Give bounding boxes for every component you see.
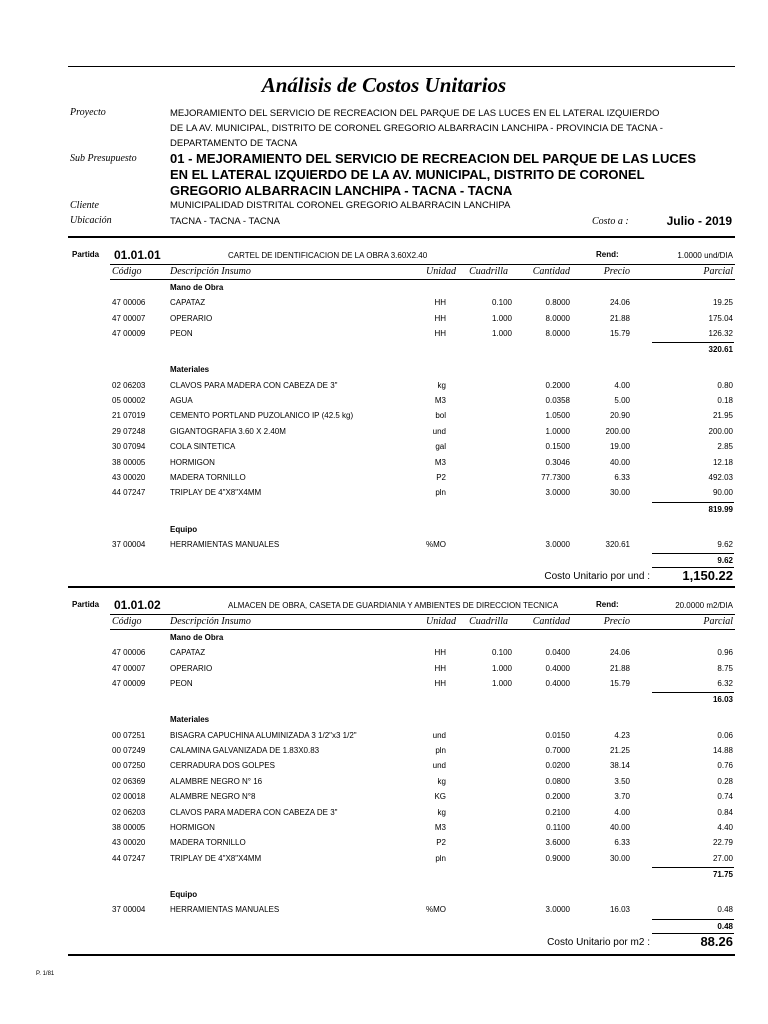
codigo-cell: 47 00006 xyxy=(112,648,146,658)
table-row xyxy=(0,823,768,838)
parcial-cell: 0.76 xyxy=(717,761,733,771)
unidad-cell: pln xyxy=(435,746,446,756)
group-subtotal: 819.99 xyxy=(708,504,733,514)
parcial-cell: 9.62 xyxy=(717,539,733,549)
parcial-cell: 8.75 xyxy=(717,663,733,673)
cuadrilla-cell: 1.000 xyxy=(491,313,512,323)
table-row xyxy=(0,777,768,792)
partida-description: ALMACEN DE OBRA, CASETA DE GUARDIANIA Y AMBIENTES DE DIRECCION TECNICA xyxy=(228,601,559,610)
unidad-cell: pln xyxy=(435,853,446,863)
cantidad-cell: 8.0000 xyxy=(545,329,570,339)
descripcion-cell: CAPATAZ xyxy=(170,648,206,658)
parcial-cell: 21.95 xyxy=(712,411,733,421)
table-row xyxy=(0,396,768,411)
descripcion-cell: HERRAMIENTAS MANUALES xyxy=(170,905,280,915)
descripcion-cell: TRIPLAY DE 4"X8"X4MM xyxy=(170,488,262,498)
parcial-cell: 14.88 xyxy=(712,746,733,756)
unidad-cell: kg xyxy=(437,380,446,390)
group-title: Mano de Obra xyxy=(170,283,224,292)
table-row xyxy=(0,761,768,776)
descripcion-cell: MADERA TORNILLO xyxy=(170,838,246,848)
cantidad-cell: 3.0000 xyxy=(545,905,570,915)
descripcion-cell: CAPATAZ xyxy=(170,298,206,308)
proyecto-line-1: MEJORAMIENTO DEL SERVICIO DE RECREACION DEL PARQUE DE LAS LUCES EN EL LATERAL IZQUIERDO xyxy=(170,108,660,119)
subtotal-rule xyxy=(652,867,734,868)
codigo-cell: 37 00004 xyxy=(112,905,146,915)
descripcion-cell: ALAMBRE NEGRO N° 16 xyxy=(170,776,263,786)
col-parcial: Parcial xyxy=(703,266,733,277)
parcial-cell: 27.00 xyxy=(712,853,733,863)
cantidad-cell: 0.0800 xyxy=(545,776,570,786)
descripcion-cell: CEMENTO PORTLAND PUZOLANICO IP (42.5 kg) xyxy=(170,411,354,421)
cantidad-cell: 77.7300 xyxy=(541,472,570,482)
codigo-cell: 29 07248 xyxy=(112,426,146,436)
unidad-cell: M3 xyxy=(434,822,446,832)
col-codigo: Código xyxy=(112,266,142,277)
precio-cell: 40.00 xyxy=(609,822,630,832)
partida-label: Partida xyxy=(72,250,100,259)
parcial-cell: 0.18 xyxy=(717,396,733,406)
precio-cell: 4.00 xyxy=(614,380,630,390)
partida-top-rule xyxy=(68,586,735,588)
unidad-cell: bol xyxy=(435,411,446,421)
unidad-cell: P2 xyxy=(436,838,446,848)
descripcion-cell: PEON xyxy=(170,679,193,689)
table-row xyxy=(0,731,768,746)
col-cantidad: Cantidad xyxy=(532,266,570,277)
cliente-label: Cliente xyxy=(70,200,99,211)
precio-cell: 6.33 xyxy=(614,838,630,848)
codigo-cell: 43 00020 xyxy=(112,472,146,482)
precio-cell: 4.23 xyxy=(614,730,630,740)
subtotal-rule xyxy=(652,502,734,503)
parcial-cell: 2.85 xyxy=(717,442,733,452)
column-header-rule-top xyxy=(110,614,735,615)
cantidad-cell: 3.0000 xyxy=(545,539,570,549)
group-subtotal: 0.48 xyxy=(717,921,733,931)
unidad-cell: KG xyxy=(434,792,446,802)
table-row xyxy=(0,427,768,442)
unidad-cell: HH xyxy=(434,298,446,308)
precio-cell: 200.00 xyxy=(605,426,630,436)
total-value: 1,150.22 xyxy=(682,568,733,584)
descripcion-cell: AGUA xyxy=(170,396,193,406)
codigo-cell: 02 06203 xyxy=(112,380,146,390)
precio-cell: 16.03 xyxy=(609,905,630,915)
codigo-cell: 05 00002 xyxy=(112,396,146,406)
precio-cell: 40.00 xyxy=(609,457,630,467)
ubicacion-value: TACNA - TACNA - TACNA xyxy=(170,216,280,227)
descripcion-cell: HERRAMIENTAS MANUALES xyxy=(170,539,280,549)
codigo-cell: 30 07094 xyxy=(112,442,146,452)
cuadrilla-cell: 0.100 xyxy=(491,648,512,658)
precio-cell: 24.06 xyxy=(609,298,630,308)
column-header-rule-bottom xyxy=(110,629,735,630)
precio-cell: 6.33 xyxy=(614,472,630,482)
subtotal-rule xyxy=(652,342,734,343)
total-label: Costo Unitario por m2 : xyxy=(547,936,650,948)
cantidad-cell: 1.0500 xyxy=(545,411,570,421)
cantidad-cell: 3.6000 xyxy=(545,838,570,848)
table-row xyxy=(0,458,768,473)
table-row xyxy=(0,664,768,679)
codigo-cell: 02 00018 xyxy=(112,792,146,802)
precio-cell: 38.14 xyxy=(609,761,630,771)
codigo-cell: 21 07019 xyxy=(112,411,146,421)
rend-value: 1.0000 und/DIA xyxy=(677,251,733,260)
unidad-cell: gal xyxy=(435,442,446,452)
partida-top-rule xyxy=(68,236,735,238)
descripcion-cell: HORMIGON xyxy=(170,457,215,467)
cantidad-cell: 3.0000 xyxy=(545,488,570,498)
group-subtotal: 320.61 xyxy=(708,345,733,355)
unidad-cell: kg xyxy=(437,807,446,817)
cuadrilla-cell: 0.100 xyxy=(491,298,512,308)
codigo-cell: 37 00004 xyxy=(112,539,146,549)
descripcion-cell: CALAMINA GALVANIZADA DE 1.83X0.83 xyxy=(170,746,320,756)
rend-label: Rend: xyxy=(596,250,619,259)
precio-cell: 3.50 xyxy=(614,776,630,786)
group-subtotal: 71.75 xyxy=(712,869,733,879)
cantidad-cell: 0.7000 xyxy=(545,746,570,756)
partida-description: CARTEL DE IDENTIFICACION DE LA OBRA 3.60X2.40 xyxy=(228,251,428,260)
subpresupuesto-line-2: EN EL LATERAL IZQUIERDO DE LA AV. MUNICIPAL, DISTRITO DE CORONEL xyxy=(170,167,645,182)
page-number: P. 1/81 xyxy=(36,971,55,977)
precio-cell: 3.70 xyxy=(614,792,630,802)
precio-cell: 5.00 xyxy=(614,396,630,406)
table-row xyxy=(0,298,768,313)
costo-fecha: Julio - 2019 xyxy=(666,214,732,228)
table-row xyxy=(0,442,768,457)
unidad-cell: und xyxy=(432,730,446,740)
parcial-cell: 0.28 xyxy=(717,776,733,786)
top-rule xyxy=(68,66,735,67)
col-unidad: Unidad xyxy=(426,266,456,277)
table-row xyxy=(0,473,768,488)
cantidad-cell: 0.0200 xyxy=(545,761,570,771)
parcial-cell: 0.74 xyxy=(717,792,733,802)
descripcion-cell: COLA SINTETICA xyxy=(170,442,236,452)
codigo-cell: 47 00007 xyxy=(112,663,146,673)
subpresupuesto-line-1: 01 - MEJORAMIENTO DEL SERVICIO DE RECREACION DEL PARQUE DE LAS LUCES xyxy=(170,151,697,166)
unidad-cell: HH xyxy=(434,663,446,673)
unidad-cell: und xyxy=(432,426,446,436)
total-value: 88.26 xyxy=(700,933,733,949)
cantidad-cell: 8.0000 xyxy=(545,313,570,323)
cliente-value: MUNICIPALIDAD DISTRITAL CORONEL GREGORIO ALBARRACIN LANCHIPA xyxy=(170,200,511,211)
descripcion-cell: ALAMBRE NEGRO N°8 xyxy=(170,792,256,802)
unidad-cell: HH xyxy=(434,329,446,339)
parcial-cell: 0.80 xyxy=(717,380,733,390)
parcial-cell: 19.25 xyxy=(712,298,733,308)
descripcion-cell: CERRADURA DOS GOLPES xyxy=(170,761,275,771)
cantidad-cell: 0.2100 xyxy=(545,807,570,817)
codigo-cell: 44 07247 xyxy=(112,853,146,863)
table-row xyxy=(0,411,768,426)
table-row xyxy=(0,838,768,853)
table-row xyxy=(0,381,768,396)
precio-cell: 21.25 xyxy=(609,746,630,756)
codigo-cell: 00 07249 xyxy=(112,746,146,756)
codigo-cell: 47 00009 xyxy=(112,679,146,689)
codigo-cell: 00 07250 xyxy=(112,761,146,771)
cuadrilla-cell: 1.000 xyxy=(491,329,512,339)
table-row xyxy=(0,648,768,663)
col-cuadrilla: Cuadrilla xyxy=(469,266,508,277)
total-label: Costo Unitario por und : xyxy=(544,571,650,583)
cantidad-cell: 0.2000 xyxy=(545,792,570,802)
parcial-cell: 126.32 xyxy=(708,329,733,339)
rend-value: 20.0000 m2/DIA xyxy=(675,601,733,610)
parcial-cell: 200.00 xyxy=(708,426,733,436)
col-codigo: Código xyxy=(112,616,142,627)
descripcion-cell: GIGANTOGRAFIA 3.60 X 2.40M xyxy=(170,426,286,436)
col-cantidad: Cantidad xyxy=(532,616,570,627)
group-title: Equipo xyxy=(170,524,198,534)
group-subtotal: 9.62 xyxy=(717,556,733,566)
parcial-cell: 4.40 xyxy=(717,822,733,832)
descripcion-cell: HORMIGON xyxy=(170,822,215,832)
codigo-cell: 38 00005 xyxy=(112,822,146,832)
unidad-cell: HH xyxy=(434,679,446,689)
unidad-cell: und xyxy=(432,761,446,771)
unidad-cell: %MO xyxy=(426,539,446,549)
cantidad-cell: 0.2000 xyxy=(545,380,570,390)
codigo-cell: 47 00009 xyxy=(112,329,146,339)
parcial-cell: 22.79 xyxy=(712,838,733,848)
codigo-cell: 47 00006 xyxy=(112,298,146,308)
codigo-cell: 02 06203 xyxy=(112,807,146,817)
descripcion-cell: TRIPLAY DE 4"X8"X4MM xyxy=(170,853,262,863)
subtotal-rule xyxy=(652,692,734,693)
parcial-cell: 0.96 xyxy=(717,648,733,658)
codigo-cell: 44 07247 xyxy=(112,488,146,498)
precio-cell: 30.00 xyxy=(609,488,630,498)
table-row xyxy=(0,808,768,823)
parcial-cell: 0.06 xyxy=(717,730,733,740)
subtotal-rule xyxy=(652,919,734,920)
cantidad-cell: 1.0000 xyxy=(545,426,570,436)
group-title: Materiales xyxy=(170,365,210,375)
col-parcial: Parcial xyxy=(703,616,733,627)
group-title: Equipo xyxy=(170,889,198,899)
precio-cell: 15.79 xyxy=(609,329,630,339)
precio-cell: 15.79 xyxy=(609,679,630,689)
precio-cell: 20.90 xyxy=(609,411,630,421)
parcial-cell: 0.84 xyxy=(717,807,733,817)
column-header-rule-bottom xyxy=(110,279,735,280)
descripcion-cell: OPERARIO xyxy=(170,663,213,673)
cantidad-cell: 0.0400 xyxy=(545,648,570,658)
parcial-cell: 492.03 xyxy=(708,472,733,482)
col-precio: Precio xyxy=(603,266,630,277)
col-cuadrilla: Cuadrilla xyxy=(469,616,508,627)
precio-cell: 320.61 xyxy=(605,539,630,549)
table-row xyxy=(0,792,768,807)
bottom-rule xyxy=(68,954,735,956)
table-row xyxy=(0,746,768,761)
codigo-cell: 00 07251 xyxy=(112,730,146,740)
page-title: Análisis de Costos Unitarios xyxy=(261,73,507,97)
descripcion-cell: PEON xyxy=(170,329,193,339)
unidad-cell: pln xyxy=(435,488,446,498)
cuadrilla-cell: 1.000 xyxy=(491,663,512,673)
unidad-cell: P2 xyxy=(436,472,446,482)
subpresupuesto-line-3: GREGORIO ALBARRACIN LANCHIPA - TACNA - TACNA xyxy=(170,183,513,198)
descripcion-cell: MADERA TORNILLO xyxy=(170,472,246,482)
cantidad-cell: 0.4000 xyxy=(545,679,570,689)
col-descripcion: Descripción Insumo xyxy=(170,266,251,277)
parcial-cell: 6.32 xyxy=(717,679,733,689)
precio-cell: 24.06 xyxy=(609,648,630,658)
parcial-cell: 12.18 xyxy=(712,457,733,467)
cantidad-cell: 0.9000 xyxy=(545,853,570,863)
cantidad-cell: 0.8000 xyxy=(545,298,570,308)
unidad-cell: kg xyxy=(437,776,446,786)
group-title: Materiales xyxy=(170,715,210,725)
codigo-cell: 43 00020 xyxy=(112,838,146,848)
cuadrilla-cell: 1.000 xyxy=(491,679,512,689)
subtotal-rule xyxy=(652,553,734,554)
precio-cell: 4.00 xyxy=(614,807,630,817)
parcial-cell: 175.04 xyxy=(708,313,733,323)
partida-code: 01.01.02 xyxy=(114,598,161,612)
costo-label: Costo a : xyxy=(592,216,629,227)
unidad-cell: %MO xyxy=(426,905,446,915)
parcial-cell: 90.00 xyxy=(712,488,733,498)
cantidad-cell: 0.1100 xyxy=(546,822,570,832)
precio-cell: 30.00 xyxy=(609,853,630,863)
partida-label: Partida xyxy=(72,600,100,609)
col-descripcion: Descripción Insumo xyxy=(170,616,251,627)
column-header-rule-top xyxy=(110,264,735,265)
partida-code: 01.01.01 xyxy=(114,248,161,262)
group-title: Mano de Obra xyxy=(170,633,224,642)
descripcion-cell: BISAGRA CAPUCHINA ALUMINIZADA 3 1/2"x3 1/2" xyxy=(170,730,357,740)
unidad-cell: M3 xyxy=(434,396,446,406)
descripcion-cell: CLAVOS PARA MADERA CON CABEZA DE 3" xyxy=(170,380,338,390)
unidad-cell: HH xyxy=(434,648,446,658)
codigo-cell: 38 00005 xyxy=(112,457,146,467)
precio-cell: 21.88 xyxy=(609,663,630,673)
table-row xyxy=(0,314,768,329)
col-precio: Precio xyxy=(603,616,630,627)
proyecto-label: Proyecto xyxy=(70,107,106,118)
unidad-cell: HH xyxy=(434,313,446,323)
descripcion-cell: CLAVOS PARA MADERA CON CABEZA DE 3" xyxy=(170,807,338,817)
cantidad-cell: 0.1500 xyxy=(545,442,570,452)
proyecto-line-3: DEPARTAMENTO DE TACNA xyxy=(170,138,298,149)
codigo-cell: 02 06369 xyxy=(112,776,146,786)
ubicacion-label: Ubicación xyxy=(70,215,112,226)
cantidad-cell: 0.4000 xyxy=(545,663,570,673)
rend-label: Rend: xyxy=(596,600,619,609)
col-unidad: Unidad xyxy=(426,616,456,627)
group-subtotal: 16.03 xyxy=(712,695,733,705)
descripcion-cell: OPERARIO xyxy=(170,313,213,323)
cantidad-cell: 0.0150 xyxy=(545,730,570,740)
parcial-cell: 0.48 xyxy=(717,905,733,915)
subpresupuesto-label: Sub Presupuesto xyxy=(70,153,137,164)
cantidad-cell: 0.3046 xyxy=(545,457,570,467)
precio-cell: 21.88 xyxy=(609,313,630,323)
proyecto-line-2: DE LA AV. MUNICIPAL, DISTRITO DE CORONEL GREGORIO ALBARRACIN LANCHIPA - PROVINCIA DE TACNA - xyxy=(170,123,663,134)
cantidad-cell: 0.0358 xyxy=(545,396,570,406)
unidad-cell: M3 xyxy=(434,457,446,467)
codigo-cell: 47 00007 xyxy=(112,313,146,323)
precio-cell: 19.00 xyxy=(609,442,630,452)
